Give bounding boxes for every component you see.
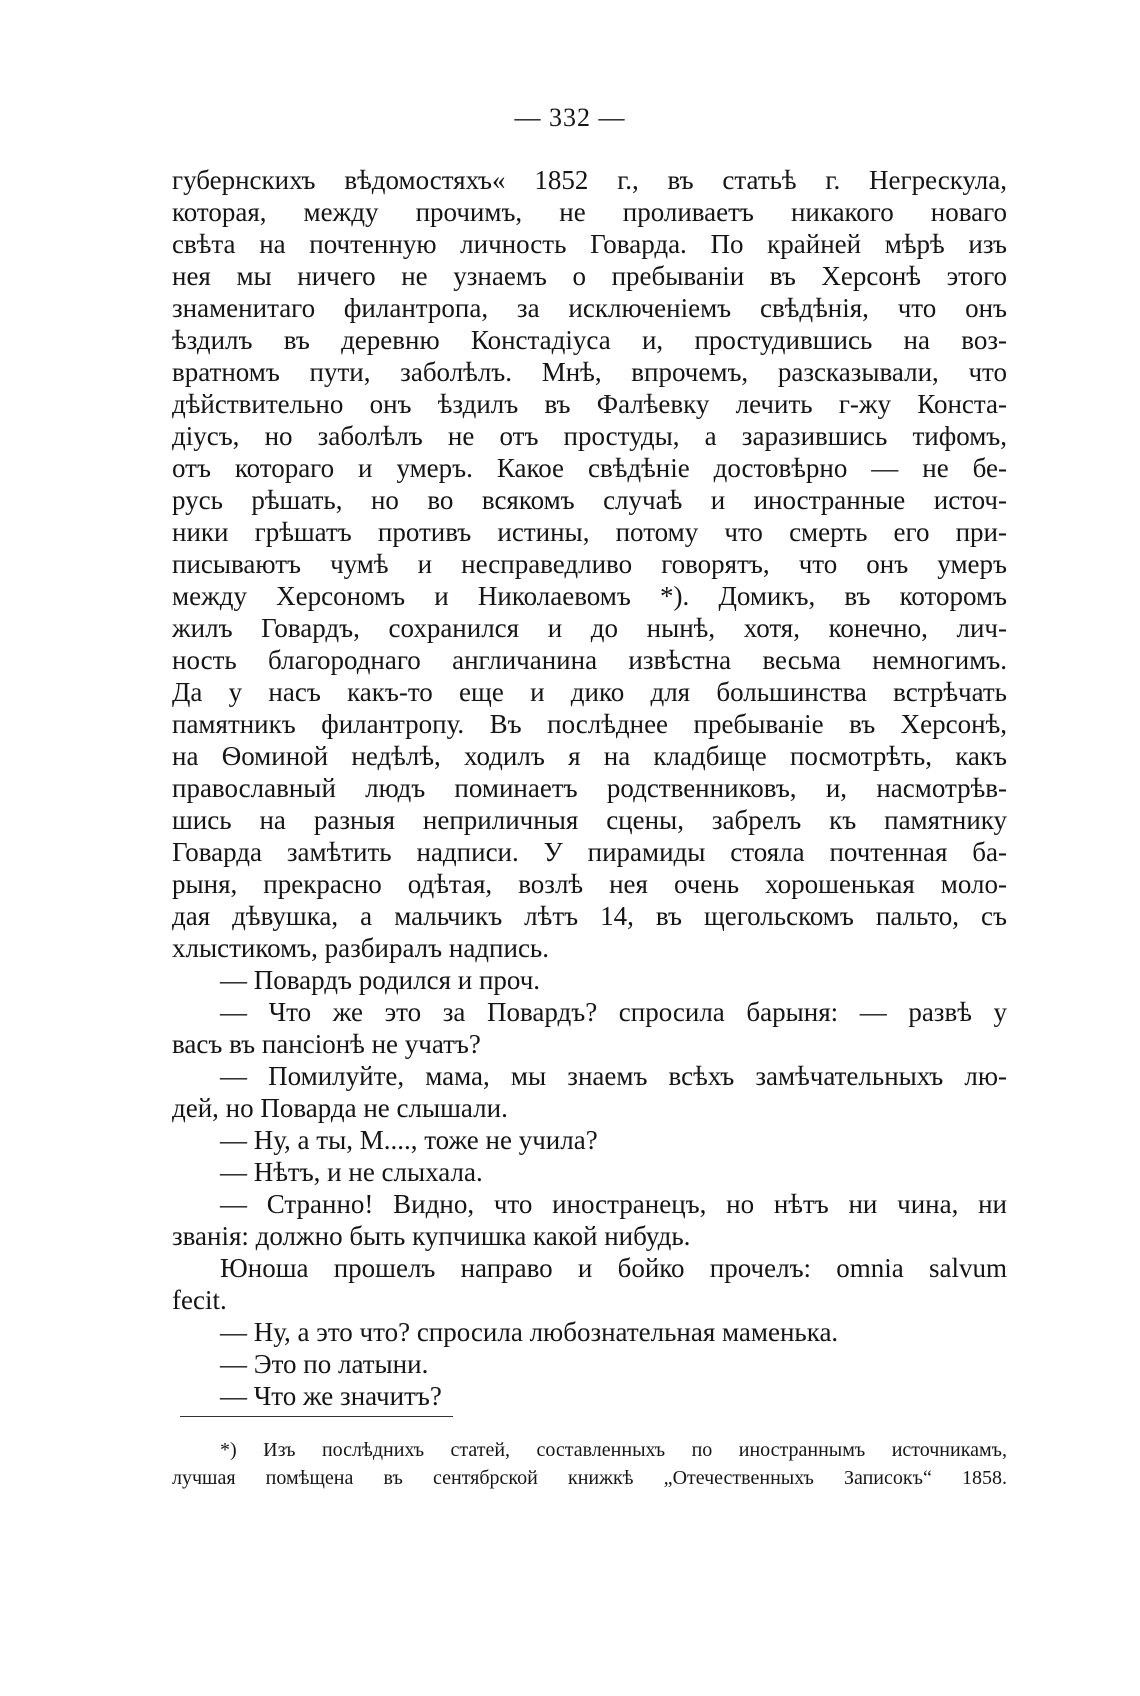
dialogue-line: — Странно! Видно, что иностранецъ, но нѣтъ ни чина, ни (220, 1189, 1007, 1219)
text-line: Юноша прошелъ направо и бойко прочелъ: omnia salvum (220, 1253, 1007, 1283)
text-line: русь рѣшать, но во всякомъ случаѣ и иностранные источ- (172, 485, 1007, 515)
text-line: ники грѣшатъ противъ истины, потому что смерть его при- (172, 517, 1007, 547)
text-line: нея мы ничего не узнаемъ о пребываніи въ Херсонѣ этого (172, 261, 1007, 291)
text-line: свѣта на почтенную личность Говарда. По крайней мѣрѣ изъ (172, 229, 1007, 259)
text-line: на Ѳоминой недѣлѣ, ходилъ я на кладбище посмотрѣть, какъ (172, 741, 1007, 771)
text-line: православный людъ поминаетъ родственниковъ, и, насмотрѣв- (172, 773, 1007, 803)
footnote (172, 1436, 1007, 1492)
dialogue-line: васъ въ пансіонѣ не учатъ? (172, 1029, 481, 1059)
text-line: дѣйствительно онъ ѣздилъ въ Фалѣевку лечить г-жу Конста- (172, 389, 1007, 419)
footnote-line: *) Изъ послѣднихъ статей, составленныхъ по иностраннымъ источникамъ, (220, 1439, 1007, 1461)
text-line: которая, между прочимъ, не проливаетъ никакого новаго (172, 197, 1007, 227)
dialogue-line: — Повардъ родился и проч. (220, 965, 541, 995)
dialogue-line: — Что же это за Повардъ? спросила барыня: — развѣ у (220, 997, 1007, 1027)
text-line: вратномъ пути, заболѣлъ. Мнѣ, впрочемъ, разсказывали, что (172, 357, 1007, 387)
text-line: хлыстикомъ, разбиралъ надпись. (172, 933, 549, 963)
text-line: шись на разныя неприличныя сцены, забрелъ къ памятнику (172, 805, 1007, 835)
dialogue-line: — Нѣтъ, и не слыхала. (220, 1157, 483, 1187)
dialogue-line: — Ну, а ты, М...., тоже не учила? (220, 1125, 598, 1155)
text-line: писываютъ чумѣ и несправедливо говорятъ, что онъ умеръ (172, 549, 1007, 579)
text-line: дая дѣвушка, а мальчикъ лѣтъ 14, въ щегольскомъ пальто, съ (172, 901, 1007, 931)
text-line: Да у насъ какъ-то еще и дико для большинства встрѣчать (172, 677, 1007, 707)
main-text (172, 164, 1007, 1412)
text-line: діусъ, но заболѣлъ не отъ простуды, а заразившись тифомъ, (172, 421, 1007, 451)
dialogue-line: — Помилуйте, мама, мы знаемъ всѣхъ замѣчательныхъ лю- (220, 1061, 1007, 1091)
footnote-line: лучшая помѣщена въ сентябрской книжкѣ „Отечественныхъ Записокъ“ 1858. (172, 1467, 1007, 1489)
text-line: памятникъ филантропу. Въ послѣднее пребываніе въ Херсонѣ, (172, 709, 1007, 739)
dialogue-line: званія: должно быть купчишка какой нибудь. (172, 1221, 691, 1251)
text-line: жилъ Говардъ, сохранился и до нынѣ, хотя, конечно, лич- (172, 613, 1007, 643)
text-line: между Херсономъ и Николаевомъ *). Домикъ, въ которомъ (172, 581, 1007, 611)
page-number: — 332 — (514, 103, 626, 132)
dialogue-line: — Это по латыни. (220, 1349, 429, 1379)
text-line: fecit. (172, 1285, 227, 1315)
text-line: ность благороднаго англичанина извѣстна весьма немногимъ. (172, 645, 1007, 675)
dialogue-line: дей, но Поварда не слышали. (172, 1093, 508, 1123)
text-line: отъ котораго и умеръ. Какое свѣдѣніе достовѣрно — не бе- (172, 453, 1007, 483)
text-line: рыня, прекрасно одѣтая, возлѣ нея очень хорошенькая моло- (172, 869, 1007, 899)
text-line: знаменитаго филантропа, за исключеніемъ свѣдѣнія, что онъ (172, 293, 1007, 323)
text-line: губернскихъ вѣдомостяхъ« 1852 г., въ статьѣ г. Негрескула, (172, 165, 1007, 195)
dialogue-line: — Ну, а это что? спросила любознательная маменька. (220, 1317, 839, 1347)
footnote-divider (180, 1416, 453, 1417)
text-line: Говарда замѣтить надписи. У пирамиды стояла почтенная ба- (172, 837, 1007, 867)
text-line: ѣздилъ въ деревню Констадіуса и, простудившись на воз- (172, 325, 1007, 355)
dialogue-line: — Что же значитъ? (220, 1381, 442, 1411)
